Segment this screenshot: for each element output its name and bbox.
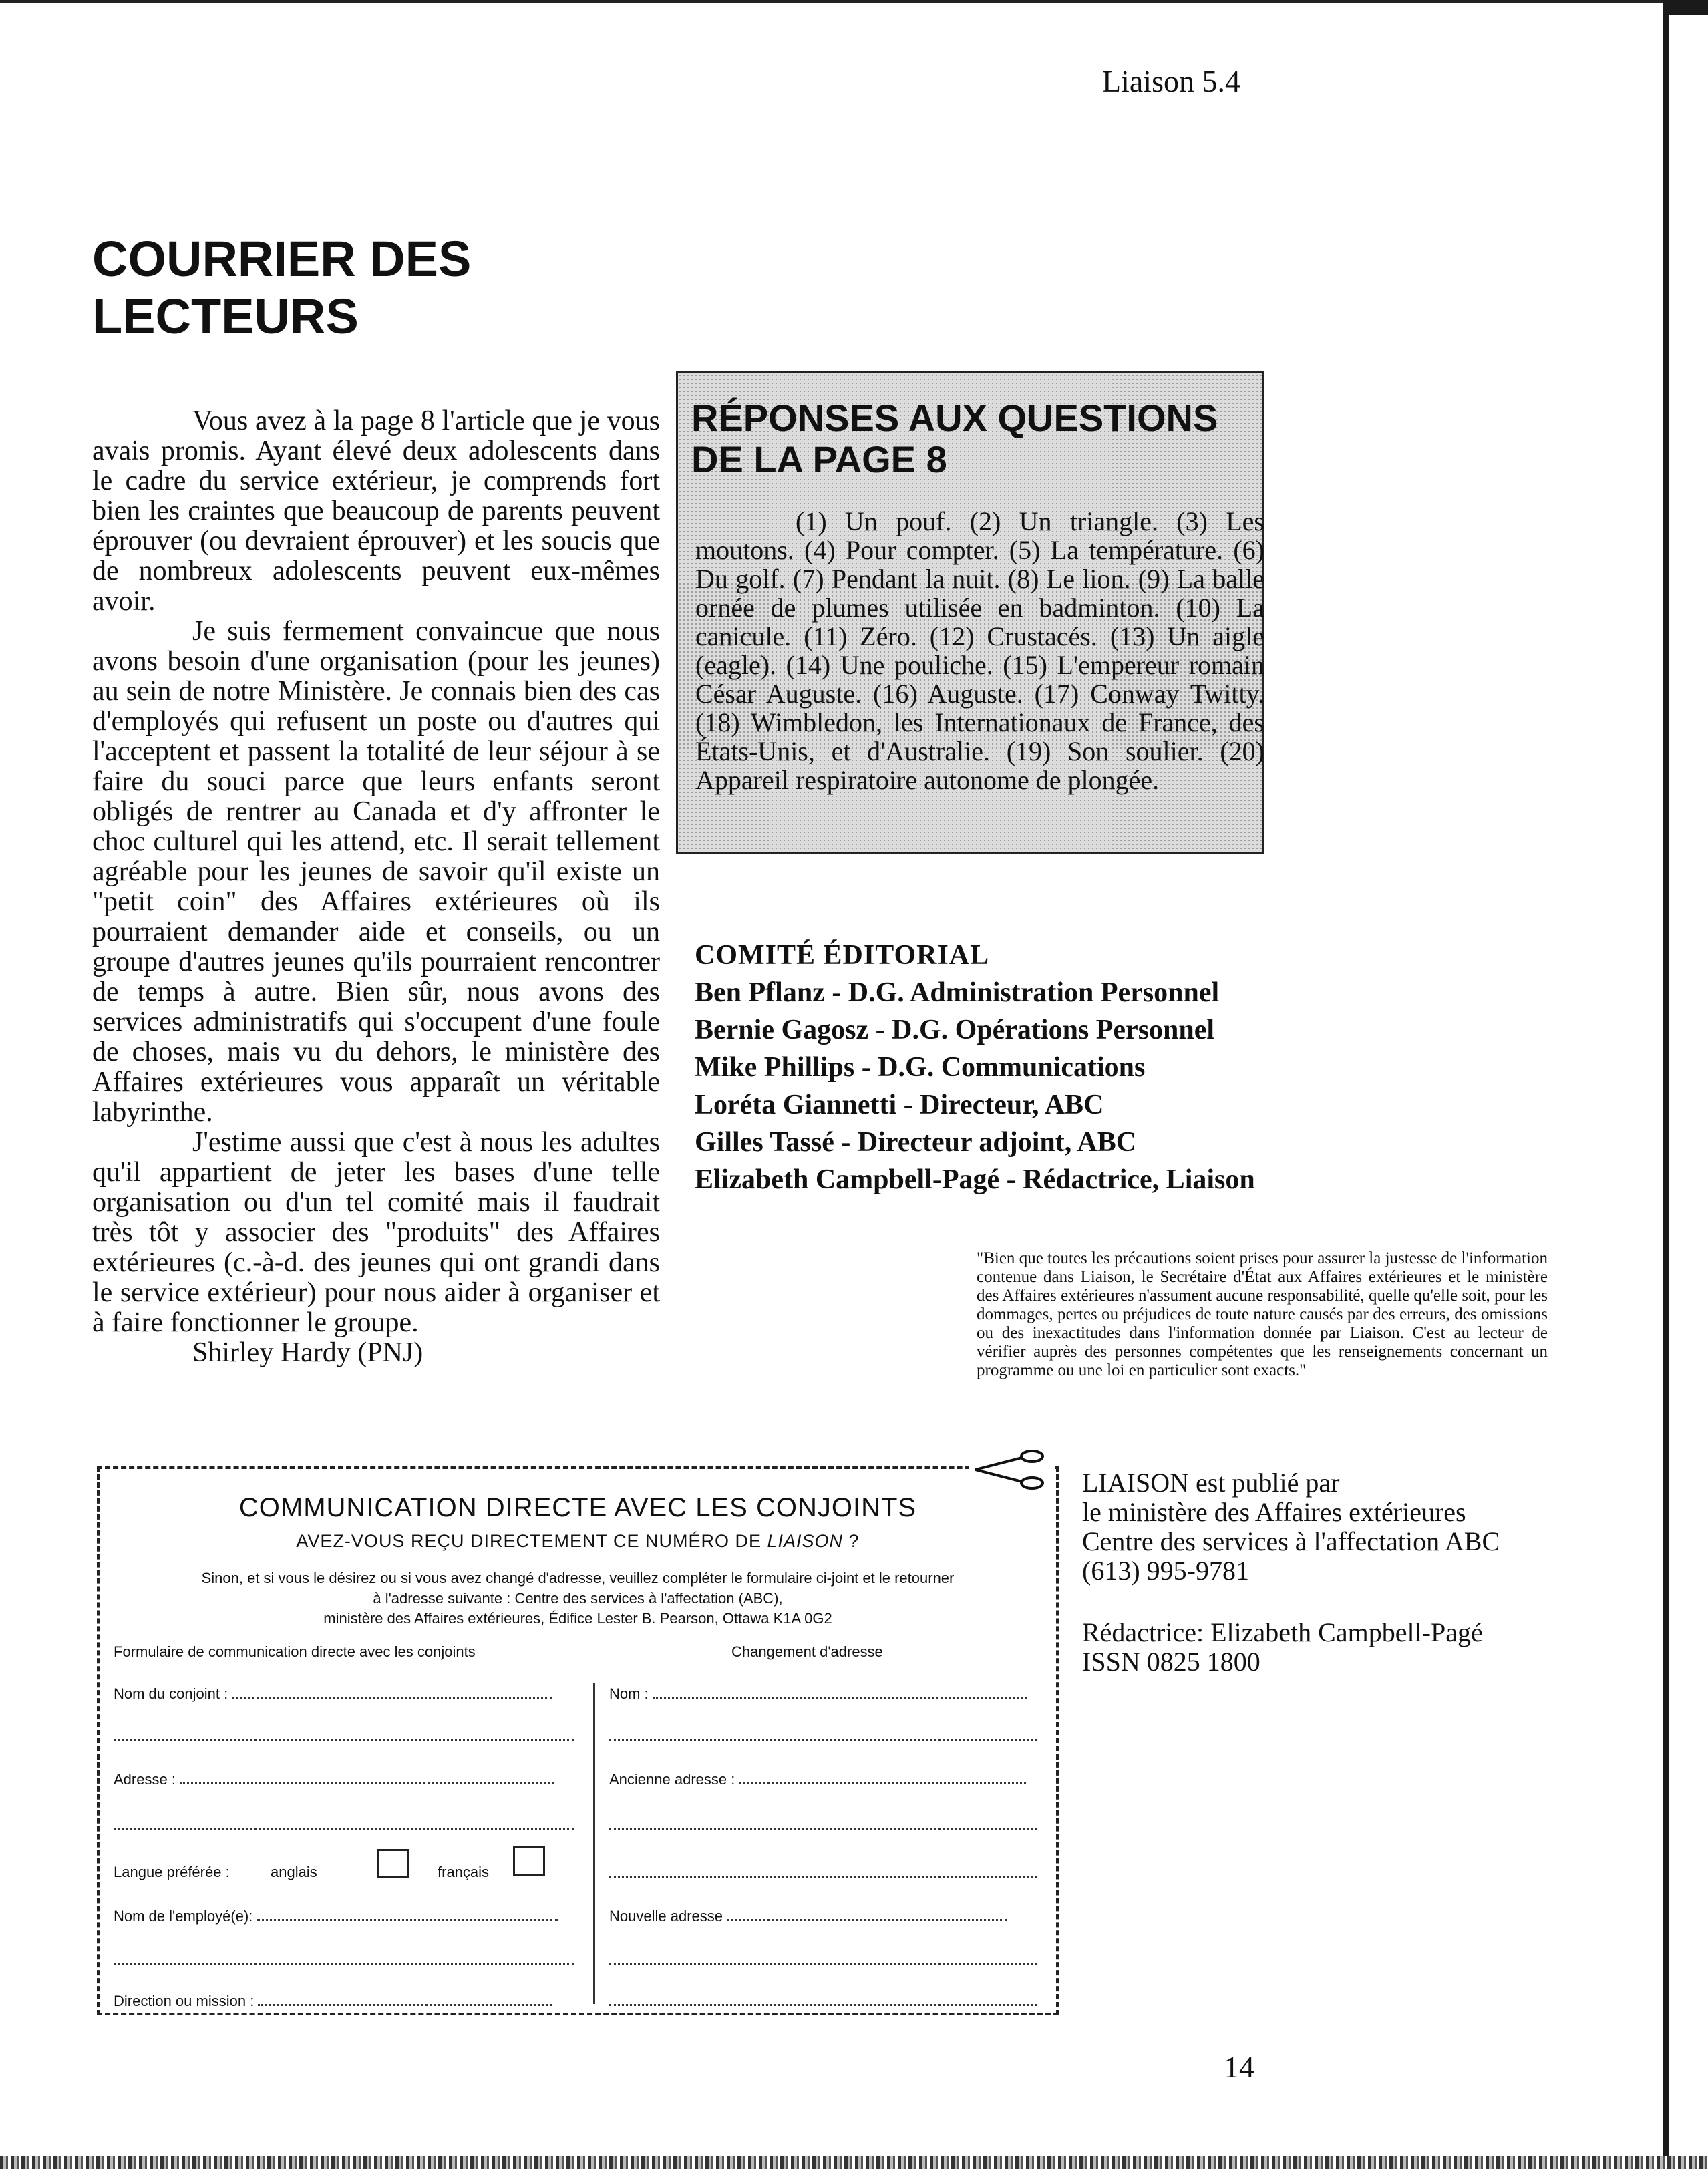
english-label: anglais <box>271 1864 317 1880</box>
committee-member: Mike Phillips - D.G. Communications <box>695 1052 1146 1083</box>
committee-member: Ben Pflanz - D.G. Administration Personnel <box>695 977 1220 1008</box>
employee-name-label: Nom de l'employé(e): <box>114 1908 253 1925</box>
form-left-heading: Formulaire de communication directe avec les conjoints <box>114 1643 476 1660</box>
name-input-line[interactable] <box>609 1727 1037 1741</box>
committee-member: Elizabeth Campbell-Pagé - Rédactrice, Liaison <box>695 1164 1255 1195</box>
french-label: français <box>438 1864 490 1880</box>
employee-name-field[interactable] <box>114 1907 581 1925</box>
scissors-icon <box>969 1450 1055 1490</box>
employee-name-input-line[interactable] <box>257 1907 558 1921</box>
form-subtitle <box>97 1531 1059 1552</box>
old-address-input-line[interactable] <box>609 1816 1037 1830</box>
old-address-field[interactable] <box>609 1770 1043 1788</box>
form-instructions-line: à l'adresse suivante : Centre des services à l'affectation (ABC), <box>373 1590 783 1607</box>
spouse-name-label: Nom du conjoint : <box>114 1685 228 1702</box>
old-address-label: Ancienne adresse : <box>609 1771 735 1788</box>
spouse-name-field[interactable] <box>114 1685 581 1703</box>
form-subtitle-prefix: AVEZ-VOUS REÇU DIRECTEMENT CE NUMÉRO DE <box>296 1531 767 1551</box>
answers-heading <box>691 397 1218 480</box>
publisher-line: LIAISON est publié par <box>1082 1468 1340 1498</box>
answers-box <box>676 371 1264 854</box>
publisher-line: Centre des services à l'affectation ABC <box>1082 1526 1500 1556</box>
old-address-line-2[interactable] <box>609 1816 1043 1834</box>
name-line-2[interactable] <box>609 1727 1043 1745</box>
new-address-label: Nouvelle adresse <box>609 1908 723 1925</box>
letters-heading-line2: LECTEURS <box>92 289 359 344</box>
address-input-line[interactable] <box>114 1816 574 1830</box>
old-address-input-line[interactable] <box>739 1770 1026 1784</box>
division-input-line[interactable] <box>258 1992 552 2006</box>
answers-text: (1) Un pouf. (2) Un triangle. (3) Les moutons. (4) Pour compter. (5) La température. (6) Du golf. (7) Pendant la nuit. (8) Le lion. (9) La balle ornée de plumes utilisée en badminton. (10) La canicule. (11) Zéro. (12) Crustacés. (13) Un aigle (eagle). (14) Une pouliche. (15) L'empereur romain César Auguste. (16) Auguste. (17) Conway Twitty. (18) Wimbledon, les Internationaux de France, des États-Unis, et d'Australie. (19) Son soulier. (20) Appareil respiratoire autonome de plongée. <box>695 506 1264 795</box>
division-label: Direction ou mission : <box>114 1993 254 2009</box>
division-field[interactable] <box>114 1992 581 2010</box>
english-checkbox[interactable] <box>377 1849 409 1878</box>
form-column-divider <box>593 1683 595 2004</box>
new-address-line-3[interactable] <box>609 1992 1043 2010</box>
name-input-line[interactable] <box>653 1685 1027 1699</box>
reader-letter <box>92 406 660 1368</box>
new-address-input-line[interactable] <box>609 1951 1037 1965</box>
french-checkbox[interactable] <box>513 1846 545 1876</box>
committee-member: Bernie Gagosz - D.G. Opérations Personnel <box>695 1015 1215 1045</box>
letter-signature: Shirley Hardy (PNJ) <box>192 1337 423 1368</box>
new-address-input-line[interactable] <box>609 1992 1037 2006</box>
top-rule <box>0 0 1663 3</box>
new-address-line-2[interactable] <box>609 1951 1043 1969</box>
page-number: 14 <box>1224 2050 1254 2084</box>
name-label: Nom : <box>609 1685 649 1702</box>
name-field[interactable] <box>609 1685 1043 1703</box>
publisher-line: le ministère des Affaires extérieures <box>1082 1497 1466 1527</box>
publisher-issn: ISSN 0825 1800 <box>1082 1647 1260 1677</box>
old-address-line-3[interactable] <box>609 1864 1043 1882</box>
spouse-name-input-line[interactable] <box>114 1727 574 1741</box>
form-right-heading: Changement d'adresse <box>731 1643 883 1660</box>
committee-member: Gilles Tassé - Directeur adjoint, ABC <box>695 1127 1137 1158</box>
letter-paragraph: Vous avez à la page 8 l'article que je vous avais promis. Ayant élevé deux adolescents dans le cadre du service extérieur, je comprends fort bien les craintes que beaucoup de parents peuvent éprouver (ou devraient éprouver) et les soucis que de nombreux adolescents peuvent eux-mêmes avoir. <box>92 405 660 617</box>
issue-label: Liaison 5.4 <box>1102 64 1240 98</box>
address-field[interactable] <box>114 1770 581 1788</box>
scan-edge-right <box>1663 0 1669 2169</box>
letter-paragraph: Je suis fermement convaincue que nous avons besoin d'une organisation (pour les jeunes) au sein de notre Ministère. Je connais bien des cas d'employés qui refusent un poste ou d'autres qui l'acceptent et passent la totalité de leur séjour à se faire du souci parce que leurs enfants seront obligés de rentrer au Canada et d'y affronter le choc culturel qui les attend, etc. Il serait tellement agréable pour les jeunes de savoir qu'il existe un "petit coin" des Affaires extérieures où ils pourraient demander aide et conseils, ou un groupe d'autres jeunes qu'ils pourraient rencontrer de temps à autre. Bien sûr, nous avons des services administratifs qui s'occupent d'une foule de choses, mais vu du dehors, le ministère des Affaires extérieures vous apparaît un véritable labyrinthe. <box>92 616 660 1128</box>
publisher-phone: (613) 995-9781 <box>1082 1556 1249 1586</box>
form-instructions <box>110 1568 1045 1629</box>
letter-paragraph: J'estime aussi que c'est à nous les adultes qu'il appartient de jeter les bases d'une telle organisation ou d'un tel comité mais il faudrait très tôt y associer des "produits" des Affaires extérieures (c.-à-d. des jeunes qui ont grandi dans le service extérieur) pour nous aider à organiser et à faire fonctionner le groupe. <box>92 1127 660 1338</box>
old-address-input-line[interactable] <box>609 1864 1037 1878</box>
editorial-committee <box>695 937 1276 1198</box>
publisher-editor: Rédactrice: Elizabeth Campbell-Pagé <box>1082 1617 1483 1647</box>
scan-edge-tab <box>1669 0 1708 15</box>
scan-edge-bottom <box>0 2156 1708 2169</box>
form-instructions-line: Sinon, et si vous le désirez ou si vous avez changé d'adresse, veuillez compléter le formulaire ci-joint et le retourner <box>201 1570 955 1587</box>
spouse-name-line-2[interactable] <box>114 1727 581 1745</box>
address-line-2[interactable] <box>114 1816 581 1834</box>
committee-heading: COMITÉ ÉDITORIAL <box>695 940 990 971</box>
new-address-field[interactable] <box>609 1907 1043 1925</box>
letters-heading <box>92 230 471 345</box>
disclaimer-text: "Bien que toutes les précautions soient prises pour assurer la justesse de l'information contenue dans Liaison, le Secrétaire d'État aux Affaires extérieures et le ministère des Affaires extérieures n'assument aucune responsabilité, quelle qu'elle soit, pour les dommages, pertes ou préjudices de toute nature causés par des erreurs, des omissions ou des inexactitudes dans l'information donnée par Liaison. C'est au lecteur de vérifier auprès des personnes compétentes que les renseignements concernant un programme ou une loi en particulier sont exacts." <box>977 1249 1548 1379</box>
language-label: Langue préférée : <box>114 1864 230 1880</box>
employee-name-input-line[interactable] <box>114 1951 574 1965</box>
form-instructions-line: ministère des Affaires extérieures, Édifice Lester B. Pearson, Ottawa K1A 0G2 <box>323 1610 832 1627</box>
publisher-gap <box>1082 1586 1500 1618</box>
address-label: Adresse : <box>114 1771 176 1788</box>
form-subtitle-suffix: ? <box>843 1531 860 1551</box>
address-input-line[interactable] <box>180 1770 554 1784</box>
letters-heading-line1: COURRIER DES <box>92 231 472 287</box>
publisher-info <box>1082 1468 1500 1677</box>
form-subtitle-italic: LIAISON <box>767 1531 844 1551</box>
answers-heading-line1: RÉPONSES AUX QUESTIONS <box>691 397 1218 439</box>
answers-heading-line2: DE LA PAGE 8 <box>691 438 947 480</box>
new-address-input-line[interactable] <box>727 1907 1007 1921</box>
spouse-name-input-line[interactable] <box>232 1685 552 1699</box>
form-title: COMMUNICATION DIRECTE AVEC LES CONJOINTS <box>238 1493 917 1522</box>
employee-name-line-2[interactable] <box>114 1951 581 1969</box>
committee-member: Loréta Giannetti - Directeur, ABC <box>695 1090 1104 1120</box>
